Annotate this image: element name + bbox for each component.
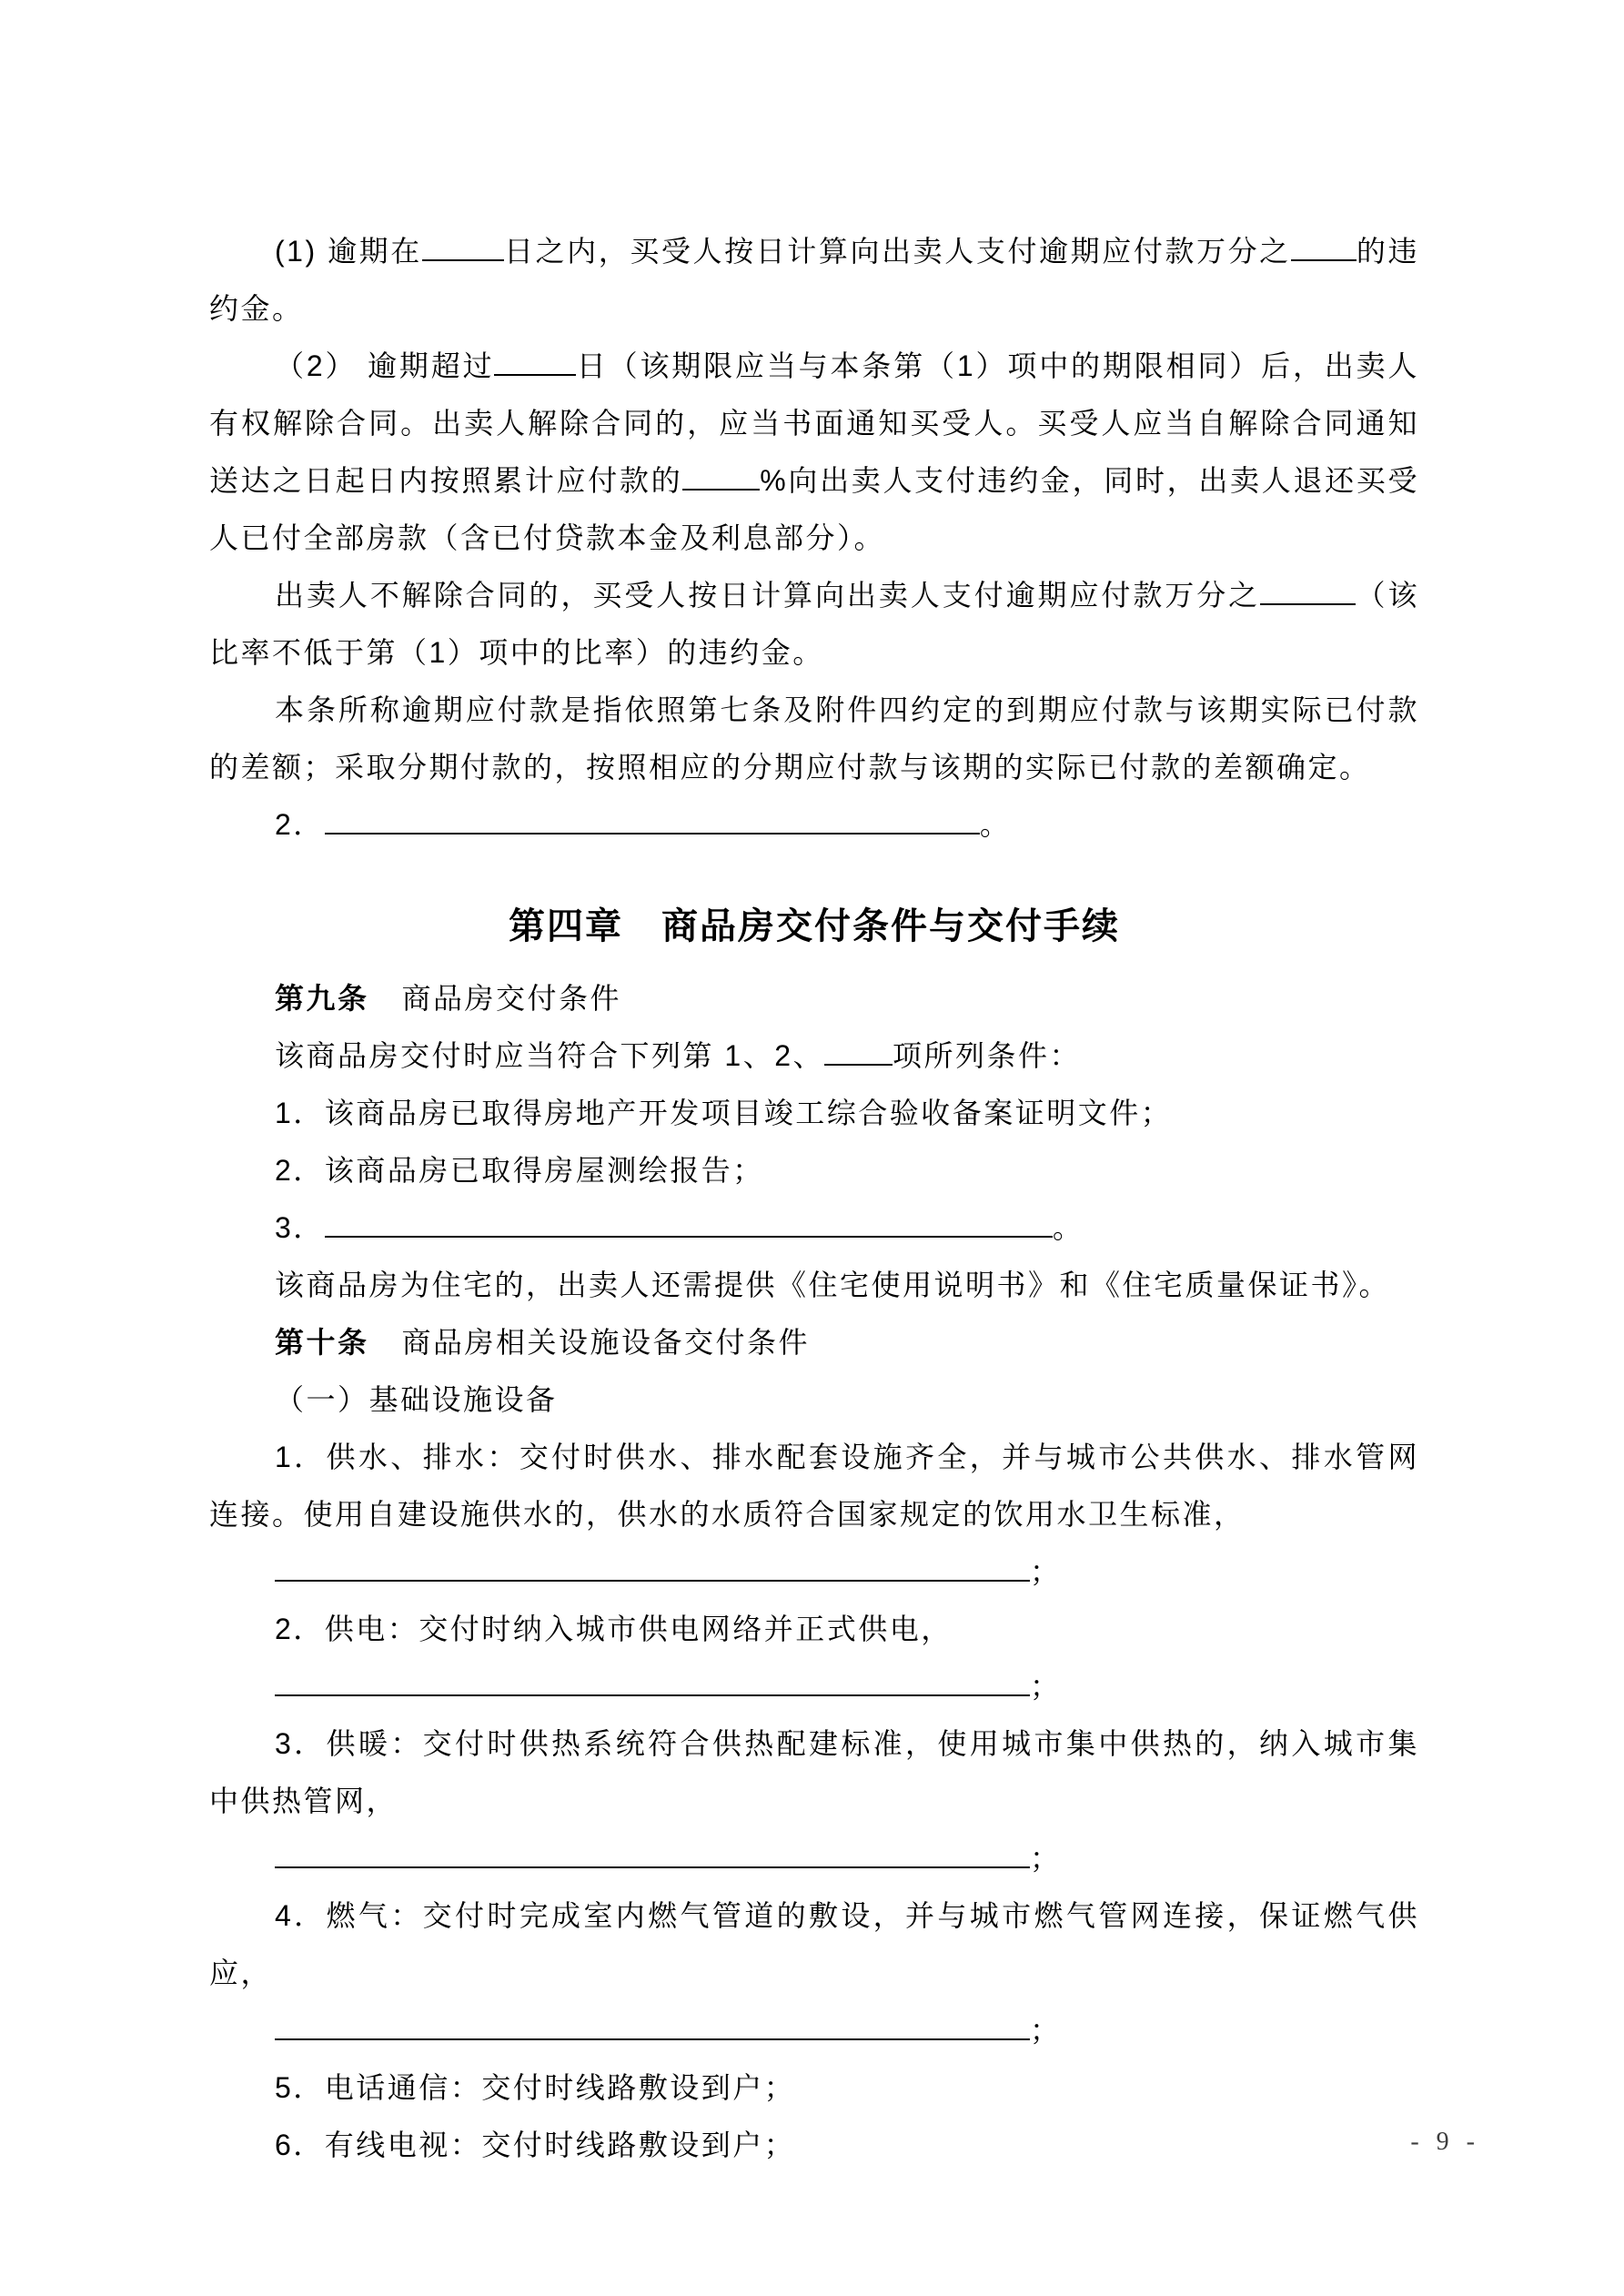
telephone-item: [209, 2059, 1419, 2117]
text-run: 项所列条件：: [893, 1039, 1082, 1072]
text-run: (1) 逾期在: [275, 235, 422, 268]
text-run: ；: [1030, 2014, 1062, 2047]
text-run: 。: [1052, 1211, 1084, 1244]
text-run: 6．有线电视：交付时线路敷设到户；: [275, 2129, 796, 2161]
power-supply-item: [209, 1601, 1419, 1658]
fill-in-blank: [682, 459, 760, 491]
clause-9-item-3-blank: [209, 1199, 1419, 1257]
page-number: - 9 -: [1410, 2128, 1480, 2156]
chapter-title-text: 商品房交付条件与交付手续: [661, 906, 1120, 946]
text-run: %向出卖人支付违约金，同时，出卖人退还买受人已付全部房款（含已付贷款本金及利息部分）。: [209, 464, 1419, 554]
fill-in-blank: [275, 1836, 1030, 1868]
power-supply-blank: [209, 1658, 1419, 1715]
chapter-number: 第四章: [509, 906, 623, 946]
text-run: 该商品房交付时应当符合下列第 1、2、: [275, 1039, 824, 1072]
text-run: （一）基础设施设备: [275, 1383, 558, 1416]
fill-in-blank: [325, 803, 980, 834]
text-run: 1．供水、排水：交付时供水、排水配套设施齐全，并与城市公共供水、排水管网连接。使用自建设施供水的，供水的水质符合国家规定的饮用水卫生标准，: [209, 1441, 1419, 1531]
text-run: ；: [1030, 1842, 1062, 1875]
document-body: [209, 223, 1419, 2174]
no-termination-clause: [209, 567, 1419, 682]
fill-in-blank: [275, 2008, 1030, 2040]
overdue-item-2: [209, 338, 1419, 567]
water-supply-item: [209, 1429, 1419, 1543]
fill-in-blank: [1291, 229, 1357, 261]
text-run: 3．: [275, 1211, 325, 1244]
water-supply-blank: [209, 1543, 1419, 1601]
chapter-4-title: [209, 894, 1419, 959]
text-run: 5．电话通信：交付时线路敷设到户；: [275, 2071, 796, 2104]
clause-10-heading: [209, 1314, 1419, 1371]
gas-item: [209, 1887, 1419, 2002]
fill-in-blank: [494, 344, 576, 376]
text-run: （2） 逾期超过: [275, 349, 495, 382]
text-run: 本条所称逾期应付款是指依照第七条及附件四约定的到期应付款与该期实际已付款的差额；采取分期付款的，按照相应的分期应付款与该期的实际已付款的差额确定。: [209, 693, 1419, 784]
clause-9-heading: [209, 970, 1419, 1027]
option-2-blank-line: [209, 796, 1419, 854]
text-run: （该比率不低于第（1）项中的比率）的违约金。: [209, 579, 1419, 669]
text-run: ；: [1030, 1555, 1062, 1588]
section-1-infrastructure: [209, 1371, 1419, 1429]
fill-in-blank: [824, 1034, 893, 1066]
clause-number: 第九条: [275, 982, 369, 1015]
gas-blank: [209, 2002, 1419, 2059]
clause-9-item-1: [209, 1085, 1419, 1142]
fill-in-blank: [1260, 573, 1356, 605]
overdue-item-1: [209, 223, 1419, 338]
heating-item: [209, 1715, 1419, 1830]
text-run: 。: [979, 808, 1012, 841]
text-run: 的违约金。: [209, 235, 1419, 325]
clause-title: 商品房相关设施设备交付条件: [401, 1326, 811, 1359]
text-run: 3．供暖：交付时供热系统符合供热配建标准，使用城市集中供热的，纳入城市集中供热管网，: [209, 1727, 1419, 1817]
cable-tv-item: [209, 2117, 1419, 2174]
fill-in-blank: [325, 1206, 1053, 1238]
clause-9-intro: [209, 1027, 1419, 1085]
text-run: 日之内，买受人按日计算向出卖人支付逾期应付款万分之: [503, 235, 1291, 268]
text-run: ；: [1030, 1670, 1062, 1703]
fill-in-blank: [275, 1550, 1030, 1582]
text-run: 4．燃气：交付时完成室内燃气管道的敷设，并与城市燃气管网连接，保证燃气供应，: [209, 1899, 1419, 1989]
fill-in-blank: [422, 229, 504, 261]
text-run: 1．该商品房已取得房地产开发项目竣工综合验收备案证明文件；: [275, 1097, 1173, 1129]
clause-9-item-2: [209, 1142, 1419, 1199]
residential-documents-note: [209, 1257, 1419, 1314]
clause-title: 商品房交付条件: [401, 982, 622, 1015]
heating-blank: [209, 1830, 1419, 1887]
text-run: 2．该商品房已取得房屋测绘报告；: [275, 1154, 764, 1187]
text-run: 出卖人不解除合同的，买受人按日计算向出卖人支付逾期应付款万分之: [275, 579, 1261, 612]
fill-in-blank: [275, 1664, 1030, 1696]
text-run: 2．: [275, 808, 325, 841]
text-run: 2．供电：交付时纳入城市供电网络并正式供电，: [275, 1613, 953, 1645]
clause-number: 第十条: [275, 1326, 369, 1359]
text-run: 该商品房为住宅的，出卖人还需提供《住宅使用说明书》和《住宅质量保证书》。: [275, 1269, 1391, 1301]
overdue-payment-definition: [209, 682, 1419, 796]
text-run: 日（该期限应当与本条第（1）项中的期限相同）后，出卖人有权解除合同。出卖人解除合同的，应当书面通知买受人。买受人应当自解除合同通知送达之日起日内按照累计应付款的: [209, 349, 1419, 497]
